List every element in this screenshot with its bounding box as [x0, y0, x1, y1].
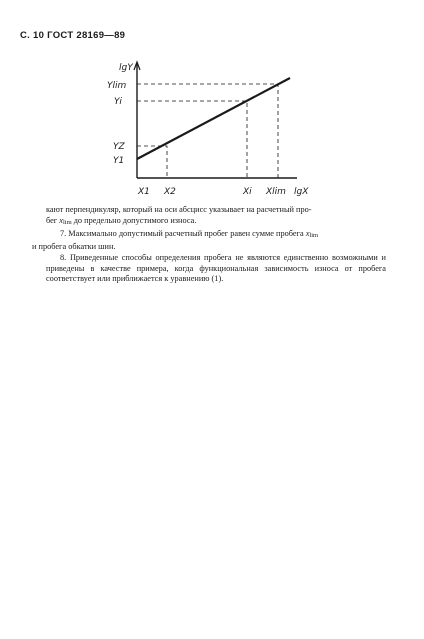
y-tick-yi: Yi [114, 97, 122, 107]
wear-mileage-graph [0, 0, 424, 200]
paragraph-8: 8. Приведенные способы определения пробега не являются единственно возможными и приведены в качестве примера, когда функциональная зависимость износа от пробега соответствует или приближается к уравнению (1). [46, 252, 386, 284]
paragraph-continuation: кают перпендикуляр, который на оси абсцисс указывает на расчетный про- бег xlim до предельно допустимого износа. [46, 205, 312, 226]
y-tick-ylim: Ylim [107, 81, 127, 91]
x-axis-title: lgX [294, 187, 309, 197]
dash-xlim-ylim [137, 84, 278, 178]
x-tick-xlim: Xlim [266, 187, 286, 197]
body-text [32, 205, 386, 285]
x-tick-x1: X1 [138, 187, 150, 197]
y-axis-title: lgY [119, 63, 133, 73]
page-header: С. 10 ГОСТ 28169—89 [20, 30, 126, 41]
y-tick-yz: YZ [113, 142, 125, 152]
paragraph-7: 7. Максимально допустимый расчетный пробег равен сумме пробега xlim и пробега обкатки шин. [32, 228, 319, 251]
x-tick-x2: X2 [164, 187, 176, 197]
x-tick-xi: Xi [243, 187, 252, 197]
dash-xi-yi [137, 101, 247, 178]
y-tick-y1: Y1 [113, 156, 125, 166]
wear-line [137, 78, 290, 159]
